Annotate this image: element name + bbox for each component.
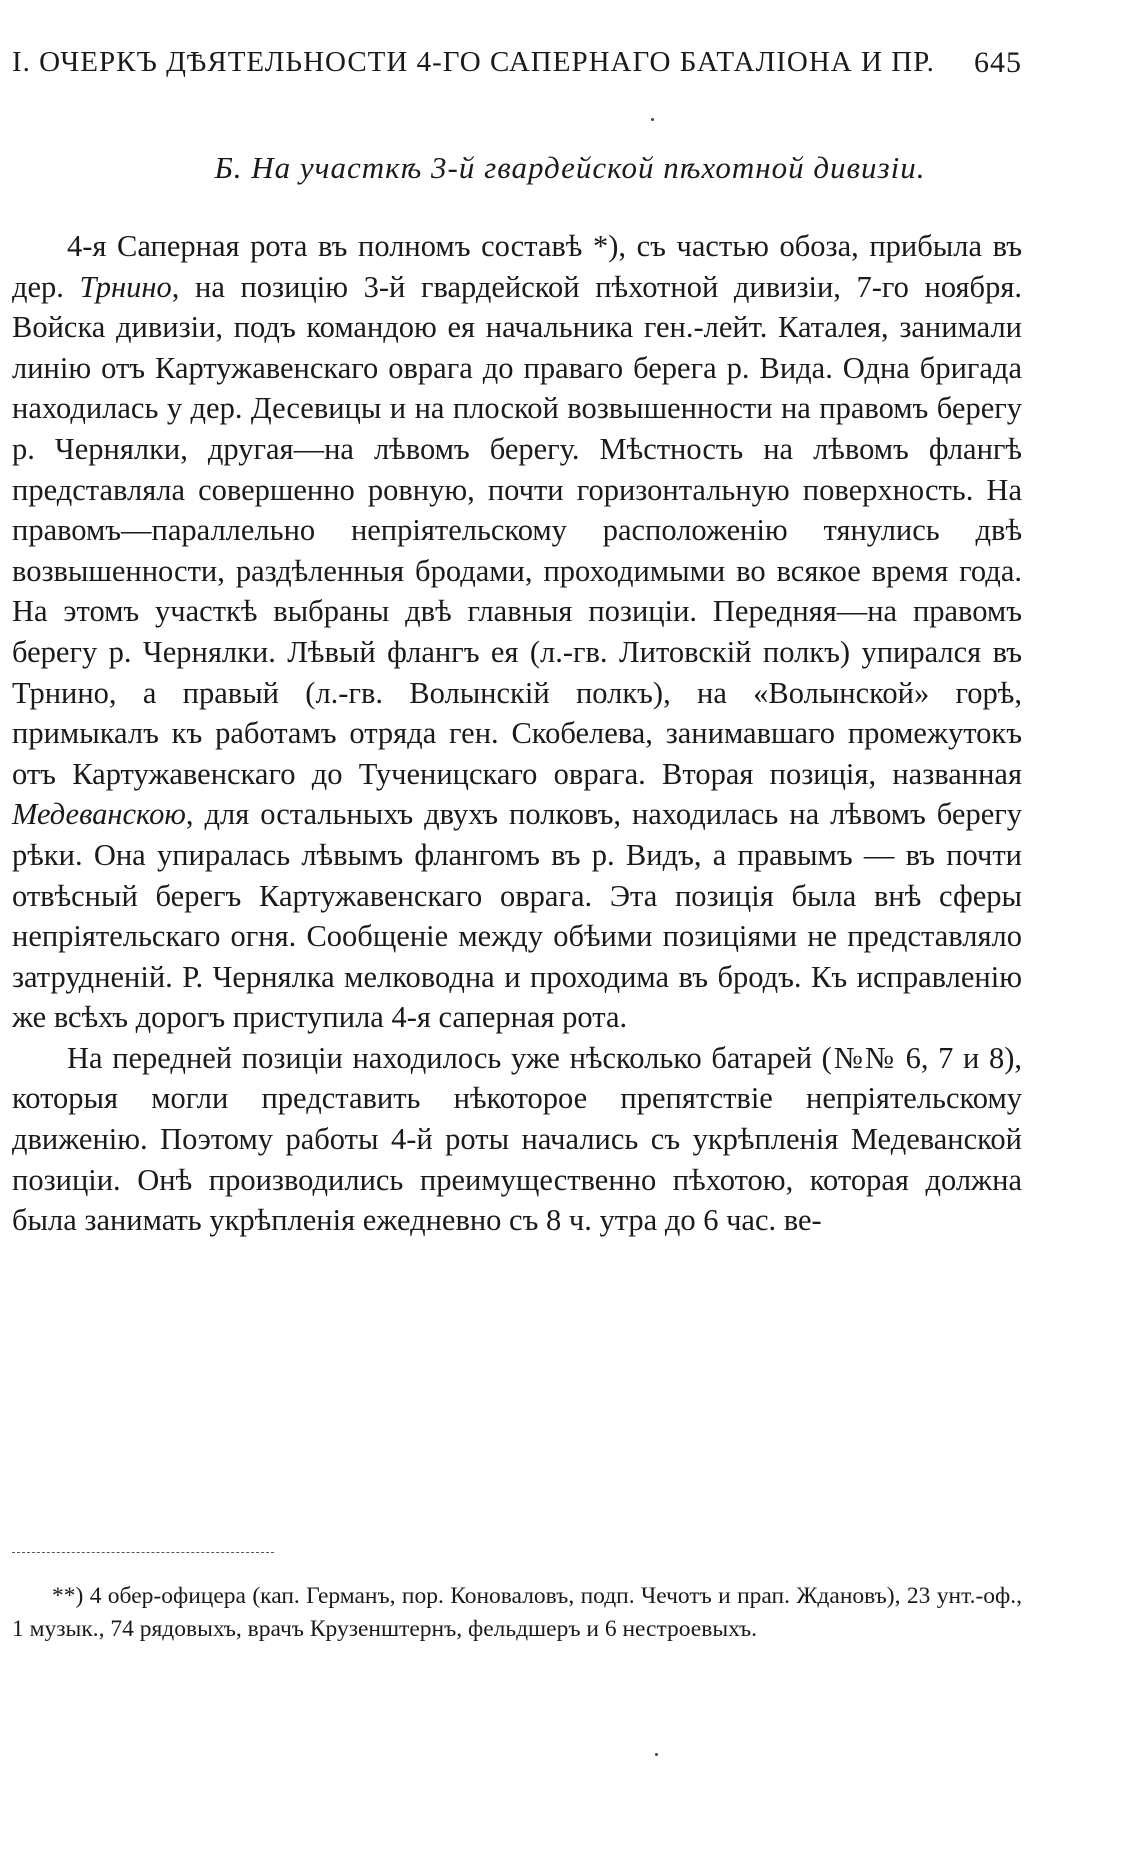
print-speck xyxy=(655,1753,658,1756)
italic-position-name: Медеванскою xyxy=(12,797,186,832)
running-head-title: I. ОЧЕРКЪ ДѢЯТЕЛЬНОСТИ 4-ГО САПЕРНАГО БАТАЛIОНА И ПР. xyxy=(12,46,935,78)
page-number: 645 xyxy=(974,46,1022,79)
paragraph xyxy=(12,226,1022,1038)
paragraph-text: , на позицiю 3-й гвардейской пѣхотной дивизiи, 7-го ноября. Войска дивизiи, подъ командою ея начальника ген.-лейт. Каталея, занимали линiю отъ Картужавенскаго оврага до праваго берега р. Вида. Одна бригада находилась у дер. Десевицы и на плоской возвышенности на правомъ берегу р. Чернялки, другая—на лѣвомъ берегу. Мѣстность на лѣвомъ флангѣ представляла совершенно ровную, почти горизонтальную поверхность. На правомъ—параллельно непрiятельскому расположенiю тянулись двѣ возвышенности, раздѣленныя бродами, проходимыми во всякое время года. На этомъ участкѣ выбраны двѣ главныя позицiи. Передняя—на правомъ берегу р. Чернялки. Лѣвый флангъ ея (л.-гв. Литовскiй полкъ) упирался въ Трнино, а правый (л.-гв. Волынскiй полкъ), на «Волынской» горѣ, примыкалъ къ работамъ отряда ген. Скобелева, занимавшаго промежутокъ отъ Картужавенскаго до Тученицскаго оврага. Вторая позицiя, названная xyxy=(12,269,1022,791)
section-heading: Б. На участкѣ 3-й гвардейской пѣхотной дивизiи. xyxy=(214,150,926,185)
footnote-divider xyxy=(12,1552,274,1553)
paragraph: На передней позицiи находилось уже нѣсколько батарей (№№ 6, 7 и 8), которыя могли представить нѣкоторое препятствiе непрiятельскому движенiю. Поэтому работы 4-й роты начались съ укрѣпленiя Медеванской позицiи. Онѣ производились преимущественно пѣхотою, которая должна была занимать укрѣпленiя ежедневно съ 8 ч. утра до 6 час. ве- xyxy=(12,1040,1022,1238)
footnote: **) 4 обер-офицера (кап. Германъ, пор. Коноваловъ, подп. Чечотъ и прап. Ждановъ), 23 унт.-оф., 1 музык., 74 рядовыхъ, врачъ Крузенштернъ, фельдшеръ и 6 нестроевыхъ. xyxy=(12,1583,1022,1642)
print-speck xyxy=(651,118,654,121)
italic-place-name: Трнино xyxy=(79,269,172,304)
paragraph-text: , для остальныхъ двухъ полковъ, находилась на лѣвомъ берегу рѣки. Она упиралась лѣвымъ флангомъ въ р. Видъ, а правымъ — въ почти отвѣсный берегъ Картужавенскаго оврага. Эта позицiя была внѣ сферы непрiятельскаго огня. Сообщенiе между обѣими позицiями не представляло затрудненiй. Р. Чернялка мелководна и проходима въ бродъ. Къ исправленiю же всѣхъ дорогъ приступила 4-я саперная рота. xyxy=(12,797,1022,1035)
paragraph-text: 4-я Саперная рота въ полномъ составѣ *), съ частью обоза, прибыла въ дер. xyxy=(12,229,1022,304)
body-text xyxy=(12,226,1022,1241)
